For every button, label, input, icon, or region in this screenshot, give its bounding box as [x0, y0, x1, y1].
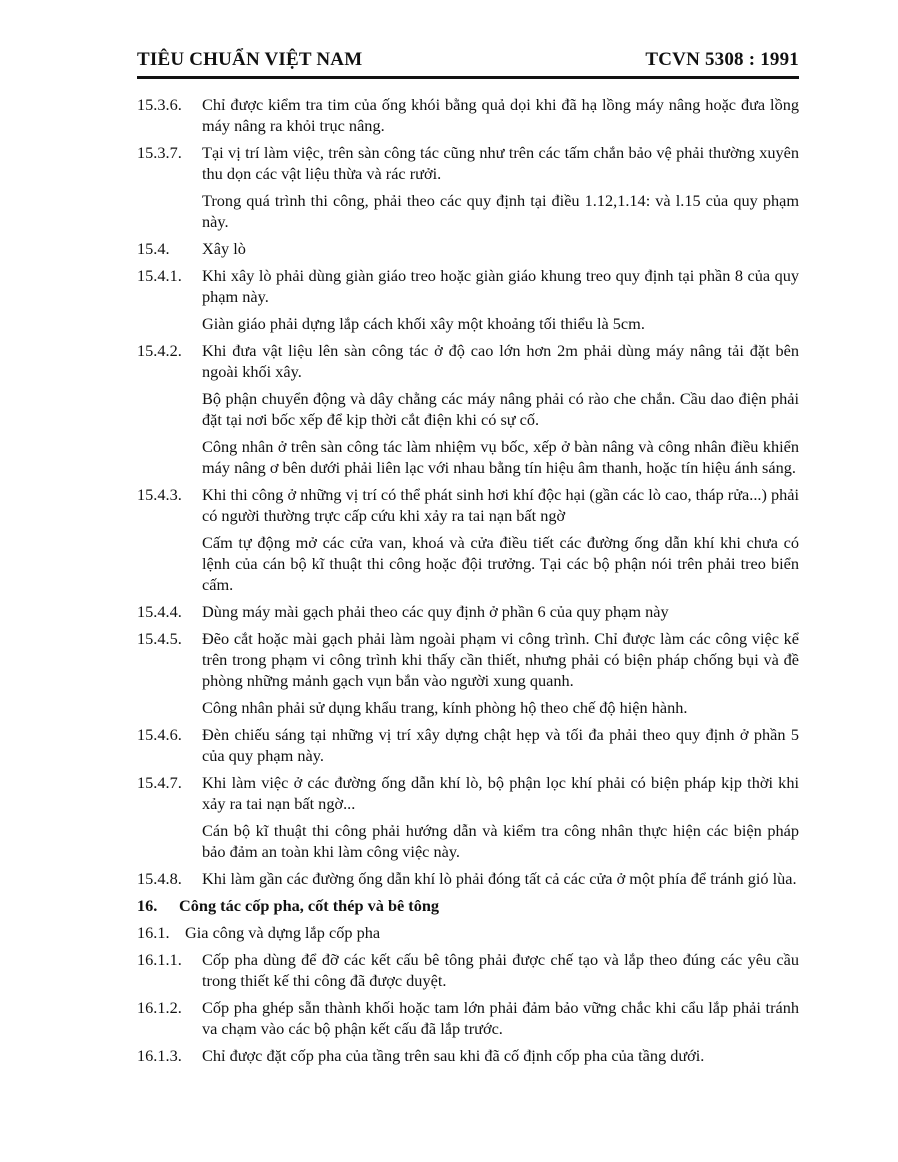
clause-text: Dùng máy mài gạch phải theo các quy định ở phần 6 của quy phạm này — [202, 602, 669, 621]
clause-number: 15.3.6. — [137, 95, 182, 114]
paragraph: Công nhân phải sử dụng khẩu trang, kính phòng hộ theo chế độ hiện hành. — [202, 698, 688, 717]
page-header — [137, 44, 799, 79]
clause-number: 16.1. — [137, 923, 170, 942]
paragraph: Cấm tự động mở các cửa van, khoá và cửa điều tiết các đường ống dẫn khí khi chưa có lệnh của cán bộ kĩ thuật thi công hoặc đội trưởng. Tại các bộ phận nói trên phải treo biển cấm. — [202, 533, 799, 594]
header-standard-title: TIÊU CHUẨN VIỆT NAM — [137, 49, 363, 70]
clause-number: 15.4.3. — [137, 485, 182, 504]
clause-number: 15.3.7. — [137, 143, 182, 162]
paragraph: Cán bộ kĩ thuật thi công phải hướng dẫn và kiểm tra công nhân thực hiện các biện pháp bảo đảm an toàn khi làm công việc này. — [202, 821, 799, 861]
clause-item — [137, 1045, 799, 1066]
clause-item — [137, 142, 799, 184]
clause-text: Công tác cốp pha, cốt thép và bê tông — [179, 896, 440, 915]
clause-item — [137, 601, 799, 622]
clause-number: 15.4.5. — [137, 629, 182, 648]
clause-item — [137, 772, 799, 814]
clause-number: 15.4.7. — [137, 773, 182, 792]
clause-number: 15.4.8. — [137, 869, 182, 888]
clause-item — [137, 868, 799, 889]
clause-number: 16.1.3. — [137, 1046, 182, 1065]
section-heading — [137, 895, 799, 916]
clause-number: 15.4.6. — [137, 725, 182, 744]
clause-item — [137, 238, 799, 259]
clause-text: Xây lò — [202, 239, 246, 258]
clause-item — [137, 94, 799, 136]
paragraph: Bộ phận chuyển động và dây chằng các máy nâng phải có rào che chắn. Cầu dao điện phải đặt tại nơi bốc xếp để kịp thời cắt điện khi có sự cố. — [202, 389, 799, 429]
clause-text: Chỉ được đặt cốp pha của tầng trên sau khi đã cố định cốp pha của tầng dưới. — [202, 1046, 705, 1065]
document-body — [137, 94, 799, 1072]
clause-number: 15.4.1. — [137, 266, 182, 285]
clause-text: Gia công và dựng lắp cốp pha — [185, 923, 381, 942]
clause-text: Khi đưa vật liệu lên sàn công tác ở độ cao lớn hơn 2m phải dùng máy nâng tải đặt bên ngoài khối xây. — [202, 341, 799, 381]
clause-text: Cốp pha dùng để đỡ các kết cấu bê tông phải được chế tạo và lắp theo đúng các yêu cầu trong thiết kế thi công đã được duyệt. — [202, 950, 799, 990]
clause-text: Khi xây lò phải dùng giàn giáo treo hoặc giàn giáo khung treo quy định tại phần 8 của quy phạm này. — [202, 266, 799, 306]
clause-number: 15.4. — [137, 239, 170, 258]
clause-text: Khi làm gần các đường ống dẫn khí lò phải đóng tất cả các cửa ở một phía để tránh gió lùa. — [202, 869, 797, 888]
clause-text: Khi thi công ở những vị trí có thể phát sinh hơi khí độc hại (gần các lò cao, tháp rửa...) phải có người thường trực cấp cứu khi xảy ra tai nạn bất ngờ — [202, 485, 799, 525]
clause-text: Cốp pha ghép sẵn thành khối hoặc tam lớn phải đảm bảo vững chắc khi cẩu lắp phải tránh va chạm vào các bộ phận kết cấu đã lắp trước. — [202, 998, 799, 1038]
clause-number: 15.4.4. — [137, 602, 182, 621]
clause-item — [137, 340, 799, 382]
clause-text: Đèn chiếu sáng tại những vị trí xây dựng chật hẹp và tối đa phải theo quy định ở phần 5 của quy phạm này. — [202, 725, 799, 765]
clause-number: 16.1.2. — [137, 998, 182, 1017]
clause-number: 16. — [137, 896, 158, 915]
clause-text: Tại vị trí làm việc, trên sàn công tác cũng như trên các tấm chắn bảo vệ phải thường xuyên thu dọn các vật liệu thừa và rác rưởi. — [202, 143, 799, 183]
paragraph: Giàn giáo phải dựng lắp cách khối xây một khoảng tối thiểu là 5cm. — [202, 314, 645, 333]
clause-text: Khi làm việc ở các đường ống dẫn khí lò, bộ phận lọc khí phải có biện pháp kịp thời khi xảy ra tai nạn bất ngờ... — [202, 773, 799, 813]
clause-text: Chỉ được kiểm tra tim của ống khói bằng quả dọi khi đã hạ lồng máy nâng hoặc đưa lồng máy nâng ra khỏi trục nâng. — [202, 95, 799, 135]
header-standard-code: TCVN 5308 : 1991 — [645, 49, 799, 70]
clause-text: Đẽo cắt hoặc mài gạch phải làm ngoài phạm vi công trình. Chỉ được làm các công việc kể trên trong phạm vi công trình khi thấy cần thiết, nhưng phải có biện pháp chống bụi và đề phòng những mảnh gạch vụn bắn vào người xung quanh. — [202, 629, 799, 690]
clause-item — [137, 484, 799, 526]
subsection-heading — [137, 922, 799, 943]
paragraph: Công nhân ở trên sàn công tác làm nhiệm vụ bốc, xếp ở bàn nâng và công nhân điều khiển máy nâng ơ bên dưới phải liên lạc với nhau bằng tín hiệu âm thanh, hoặc tín hiệu ánh sáng. — [202, 437, 799, 477]
clause-number: 16.1.1. — [137, 950, 182, 969]
clause-item — [137, 724, 799, 766]
clause-item — [137, 628, 799, 691]
clause-item — [137, 265, 799, 307]
paragraph: Trong quá trình thi công, phải theo các quy định tại điều 1.12,1.14: và l.15 của quy phạm này. — [202, 191, 799, 231]
clause-item — [137, 997, 799, 1039]
clause-number: 15.4.2. — [137, 341, 182, 360]
clause-item — [137, 949, 799, 991]
